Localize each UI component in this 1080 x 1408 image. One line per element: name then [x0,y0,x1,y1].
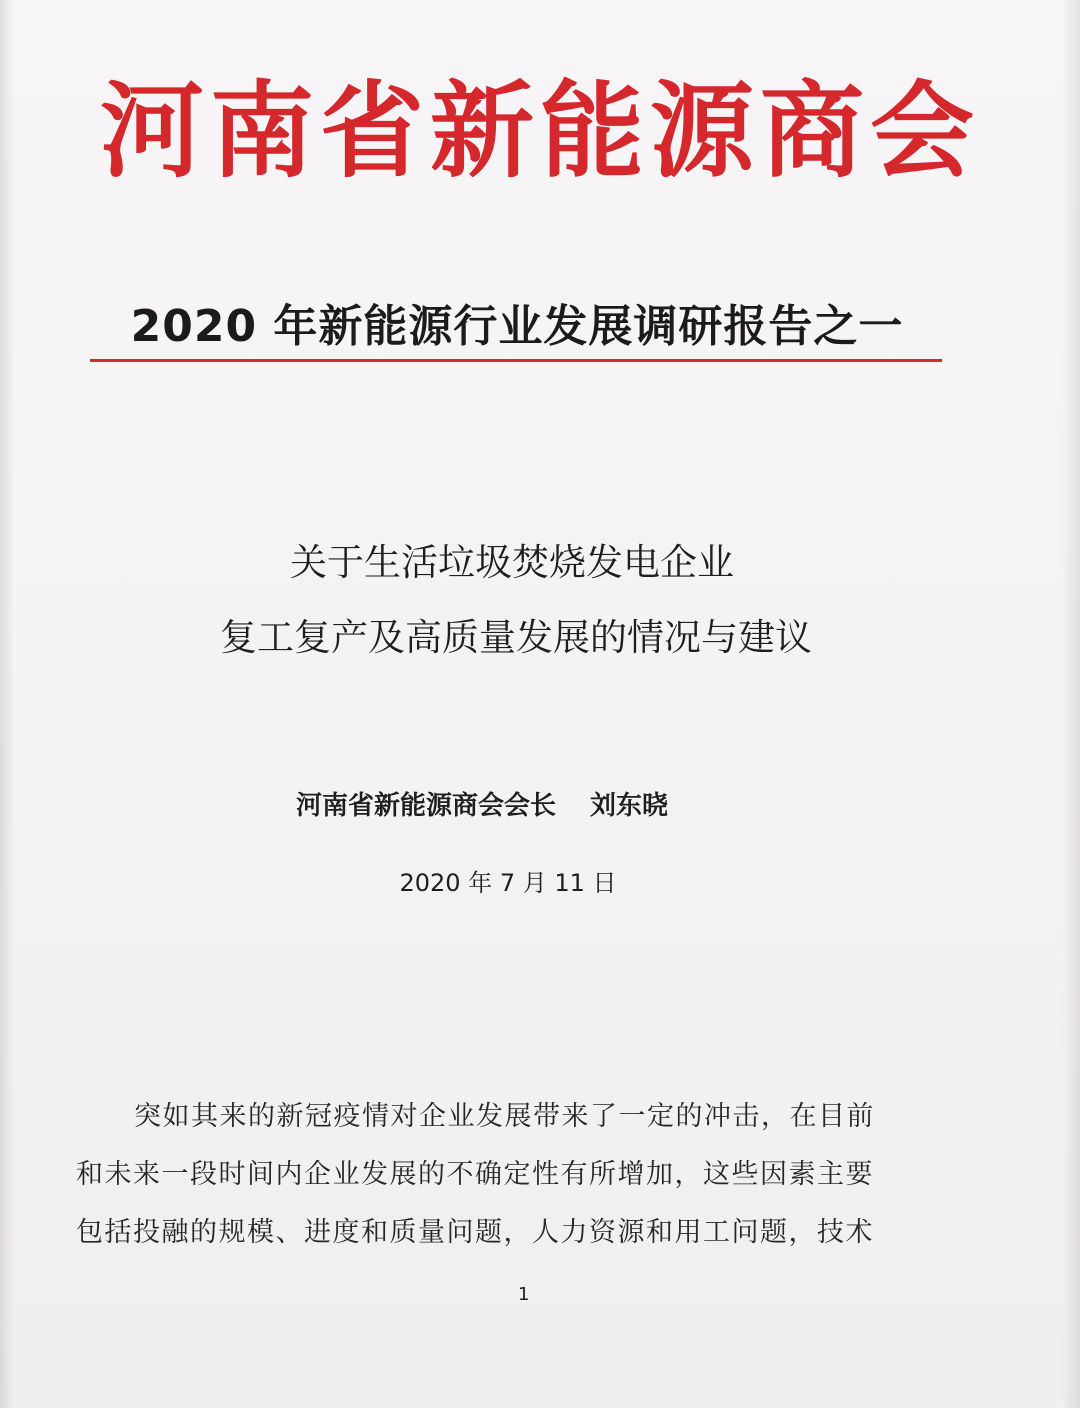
document-title-line-1: 关于生活垃圾焚烧发电企业 [290,541,734,584]
body-line-2: 和未来一段时间内企业发展的不确定性有所增加，这些因素主要 [76,1159,874,1190]
document-date: 2020 年 7 月 11 日 [399,869,617,897]
author-role: 河南省新能源商会会长 [296,791,557,821]
document-title-line-2: 复工复产及高质量发展的情况与建议 [220,616,812,659]
author-name: 刘东晓 [590,791,669,821]
author-line [296,786,668,826]
header-red-rule [90,359,942,362]
report-series-title: 2020 年新能源行业发展调研报告之一 [130,301,904,352]
body-line-3: 包括投融的规模、进度和质量问题，人力资源和用工问题，技术 [76,1217,874,1248]
page-edge-shadow-right [1062,0,1080,1408]
page-number: 1 [518,1284,530,1305]
organization-header: 河南省新能源商会 [99,69,980,192]
body-line-1: 突如其来的新冠疫情对企业发展带来了一定的冲击，在目前 [134,1101,875,1132]
page-edge-shadow-left [0,0,14,1408]
body-paragraph [76,1088,936,1262]
